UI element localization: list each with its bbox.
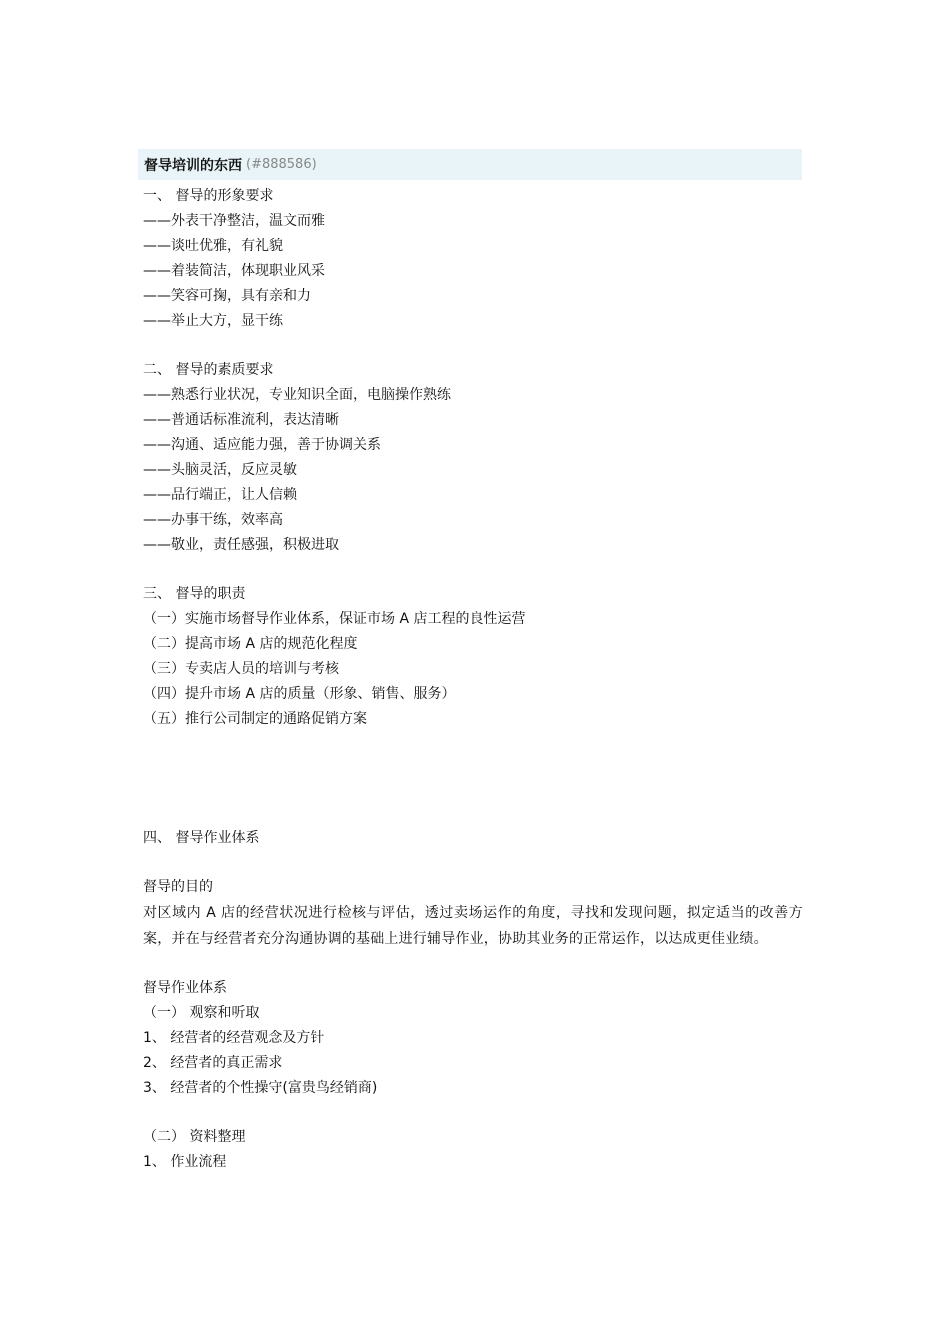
document-body (143, 184, 803, 1175)
subsection-heading: （二） 资料整理 (143, 1129, 246, 1145)
list-item: ——外表干净整洁，温文而雅 (143, 213, 325, 229)
list-item: ——举止大方，显干练 (143, 313, 283, 329)
section-heading: 四、 督导作业体系 (143, 830, 260, 846)
list-item: （一）实施市场督导作业体系，保证市场 A 店工程的良性运营 (143, 611, 526, 627)
subsection-heading: 督导作业体系 (143, 980, 227, 996)
document-title: 督导培训的东西 (144, 157, 242, 174)
list-item: 1、 作业流程 (143, 1154, 227, 1170)
subsection-heading: 督导的目的 (143, 879, 213, 895)
list-item: ——熟悉行业状况，专业知识全面，电脑操作熟练 (143, 387, 451, 403)
subsection-heading: （一） 观察和听取 (143, 1005, 260, 1021)
list-item: 3、 经营者的个性操守(富贵鸟经销商) (143, 1080, 378, 1096)
list-item: ——敬业，责任感强，积极进取 (143, 537, 339, 553)
list-item: ——着装简洁，体现职业风采 (143, 263, 325, 279)
list-item: ——头脑灵活，反应灵敏 (143, 462, 297, 478)
document-title-bar (138, 149, 802, 180)
list-item: （五）推行公司制定的通路促销方案 (143, 711, 367, 727)
list-item: ——普通话标准流利，表达清晰 (143, 412, 339, 428)
list-item: ——办事干练，效率高 (143, 512, 283, 528)
list-item: （三）专卖店人员的培训与考核 (143, 661, 339, 677)
section-heading: 二、 督导的素质要求 (143, 362, 274, 378)
list-item: （四）提升市场 A 店的质量（形象、销售、服务） (143, 686, 456, 702)
list-item: ——品行端正，让人信赖 (143, 487, 297, 503)
document-id: (#888586) (246, 157, 317, 172)
list-item: 1、 经营者的经营观念及方针 (143, 1030, 325, 1046)
purpose-paragraph: 对区域内 A 店的经营状况进行检核与评估，透过卖场运作的角度，寻找和发现问题，拟定适当的改善方案，并在与经营者充分沟通协调的基础上进行辅导作业，协助其业务的正常运作，以达成更佳业绩。 (143, 905, 803, 947)
list-item: 2、 经营者的真正需求 (143, 1055, 283, 1071)
list-item: ——谈吐优雅，有礼貌 (143, 238, 283, 254)
list-item: ——沟通、适应能力强，善于协调关系 (143, 437, 381, 453)
section-heading: 一、 督导的形象要求 (143, 188, 274, 204)
section-heading: 三、 督导的职责 (143, 586, 246, 602)
list-item: （二）提高市场 A 店的规范化程度 (143, 636, 358, 652)
list-item: ——笑容可掬，具有亲和力 (143, 288, 311, 304)
